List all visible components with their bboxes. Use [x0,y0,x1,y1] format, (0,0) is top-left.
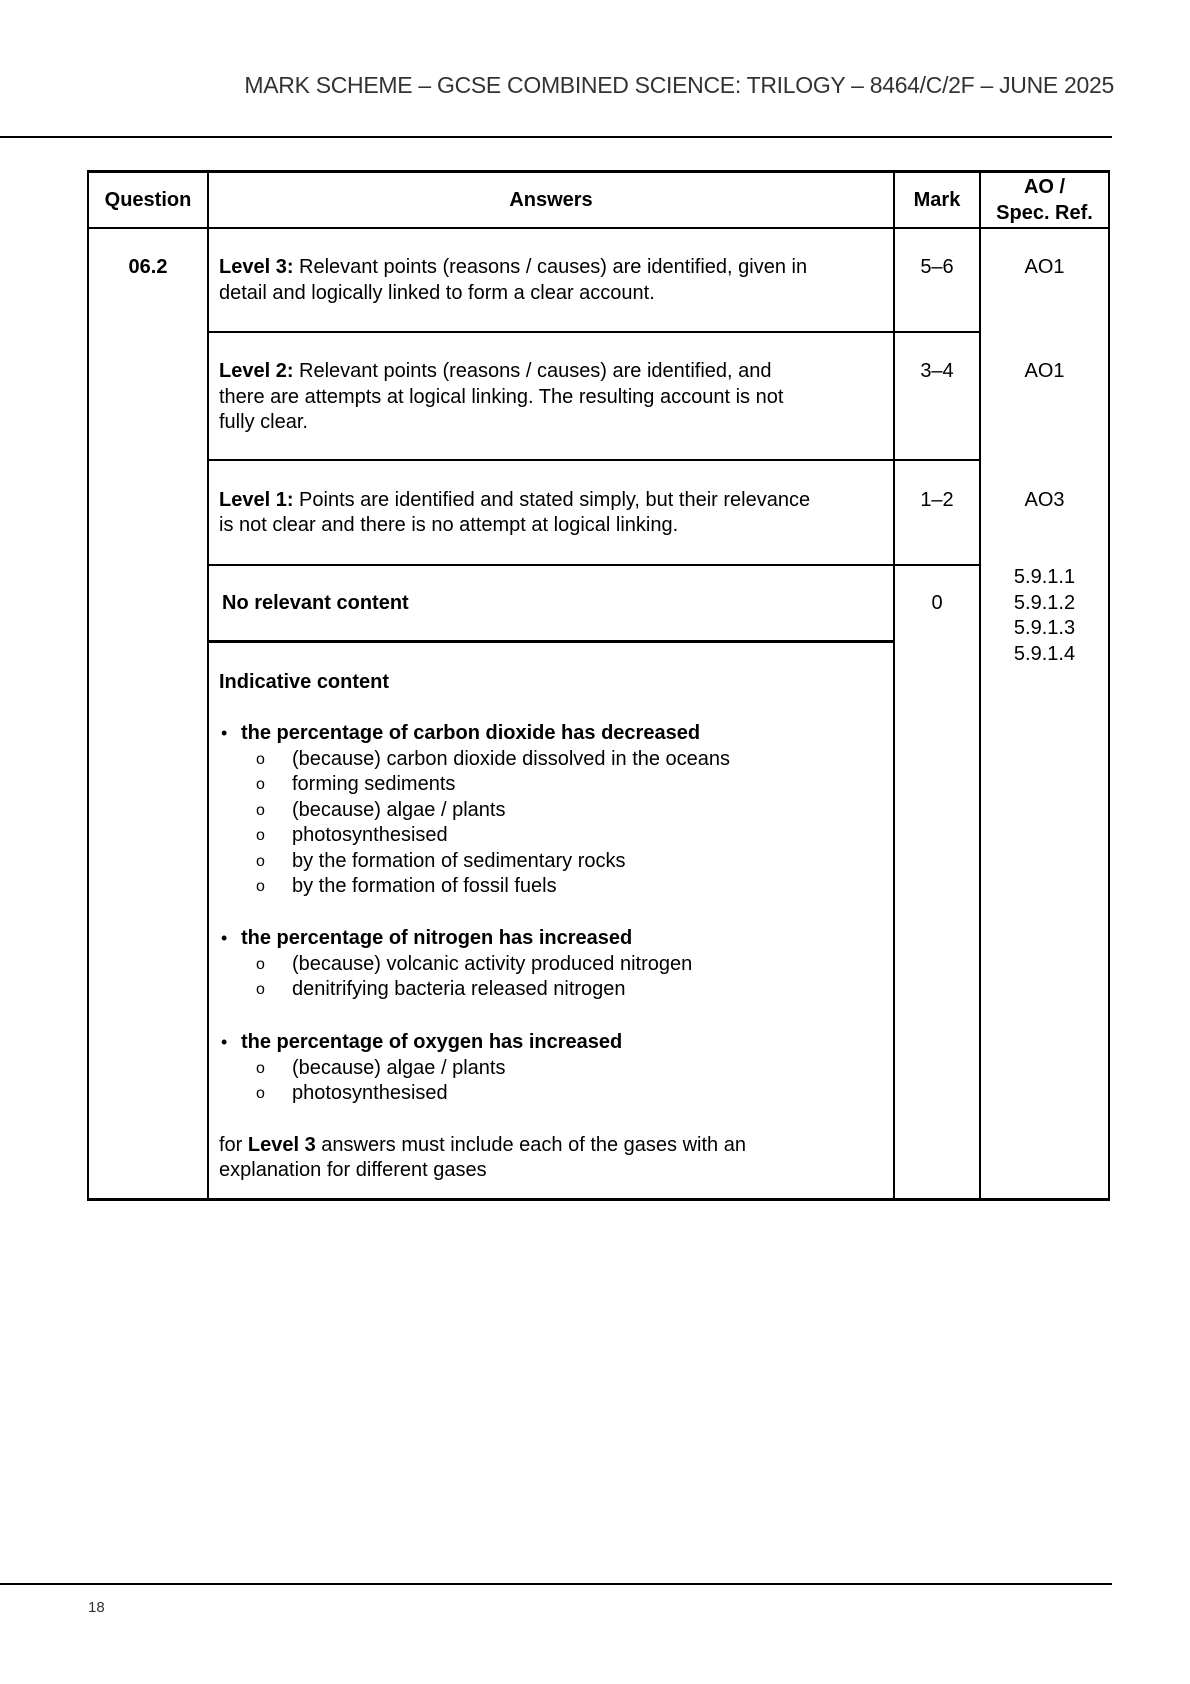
level-2-mark: 3–4 [920,360,954,382]
note-text: for [219,1134,248,1156]
spec-ref: 5.9.1.4 [1013,643,1076,665]
sub-bullet-icon: o [256,852,265,870]
row-divider [208,331,980,333]
row-divider [208,640,894,643]
sub-bullet-icon: o [256,1060,265,1077]
indicative-item: (because) volcanic activity produced nitrogen [292,953,693,975]
header-rule [0,136,1112,138]
indicative-item: (because) algae / plants [292,1057,506,1079]
level-label: Level 1: [219,489,294,511]
level-3-note-line-2: explanation for different gases [219,1159,487,1181]
footer-rule [0,1583,1112,1585]
bullet-icon: • [221,928,228,948]
level-3-note-line-1 [219,1133,746,1158]
note-bold: Level 3 [247,1134,316,1156]
table-border-top [88,170,1110,173]
row-divider [208,459,980,461]
level-2-line-2: there are attempts at logical linking. The resulting account is not [219,386,784,408]
col-header-question: Question [104,189,192,211]
level-3-mark: 5–6 [920,256,954,278]
level-2-line-1 [219,359,772,384]
document-header: MARK SCHEME – GCSE COMBINED SCIENCE: TRILOGY – 8464/C/2F – JUNE 2025 [244,72,1114,98]
level-2-line-3: fully clear. [219,411,308,433]
indicative-heading: the percentage of nitrogen has increased [241,927,633,949]
col-header-ao: AO / [1023,176,1066,198]
level-1-mark: 1–2 [920,489,954,511]
spec-ref: 5.9.1.1 [1013,566,1076,588]
spec-ref: 5.9.1.2 [1013,592,1076,614]
page-number: 18 [88,1599,105,1616]
indicative-item: by the formation of fossil fuels [292,875,557,897]
level-label: Level 3: [219,256,294,278]
level-1-line-1 [219,488,810,513]
sub-bullet-icon: o [256,776,265,794]
level-3-ao: AO1 [1024,256,1065,278]
sub-bullet-icon: o [256,956,265,973]
sub-bullet-icon: o [256,878,265,895]
indicative-item: photosynthesised [292,824,448,847]
table-border-bottom [88,1198,1110,1201]
sub-bullet-icon: o [256,981,265,999]
level-1-ao: AO3 [1024,489,1065,511]
level-2-ao: AO1 [1024,360,1065,382]
bullet-icon: • [221,1032,228,1052]
table-border-left [87,170,89,1201]
indicative-item: forming sediments [292,773,456,796]
sub-bullet-icon: o [256,751,265,768]
col-divider [207,170,209,1201]
question-number: 06.2 [128,256,168,278]
indicative-item: (because) carbon dioxide dissolved in the oceans [292,748,731,770]
col-divider [979,170,981,1201]
indicative-item: denitrifying bacteria released nitrogen [292,978,626,1001]
sub-bullet-icon: o [256,801,265,819]
no-relevant-content: No relevant content [222,592,409,614]
no-relevant-mark: 0 [931,592,943,614]
indicative-content-title: Indicative content [219,671,390,693]
table-border-right [1108,170,1110,1201]
level-text: Points are identified and stated simply, but their relevance [293,489,811,511]
col-divider [893,170,895,1201]
level-3-line-1 [219,255,807,280]
level-1-line-2: is not clear and there is no attempt at logical linking. [219,514,679,536]
col-header-answers: Answers [509,189,593,211]
level-text: Relevant points (reasons / causes) are identified, given in [293,256,808,278]
col-header-spec-ref: Spec. Ref. [996,202,1093,224]
note-text: answers must include each of the gases with an [315,1134,746,1156]
indicative-heading: the percentage of oxygen has increased [241,1031,623,1053]
row-divider [208,564,980,566]
spec-ref: 5.9.1.3 [1013,617,1076,639]
bullet-icon: • [221,723,228,743]
level-3-line-2: detail and logically linked to form a clear account. [219,282,655,304]
level-label: Level 2: [219,360,294,382]
sub-bullet-icon: o [256,827,265,845]
indicative-item: photosynthesised [292,1082,448,1105]
header-row-divider [88,227,1110,229]
sub-bullet-icon: o [256,1085,265,1103]
indicative-item: (because) algae / plants [292,798,506,821]
indicative-item: by the formation of sedimentary rocks [292,849,626,872]
level-text: Relevant points (reasons / causes) are identified, and [293,360,772,382]
indicative-heading: the percentage of carbon dioxide has decreased [241,722,701,744]
col-header-mark: Mark [913,189,961,211]
